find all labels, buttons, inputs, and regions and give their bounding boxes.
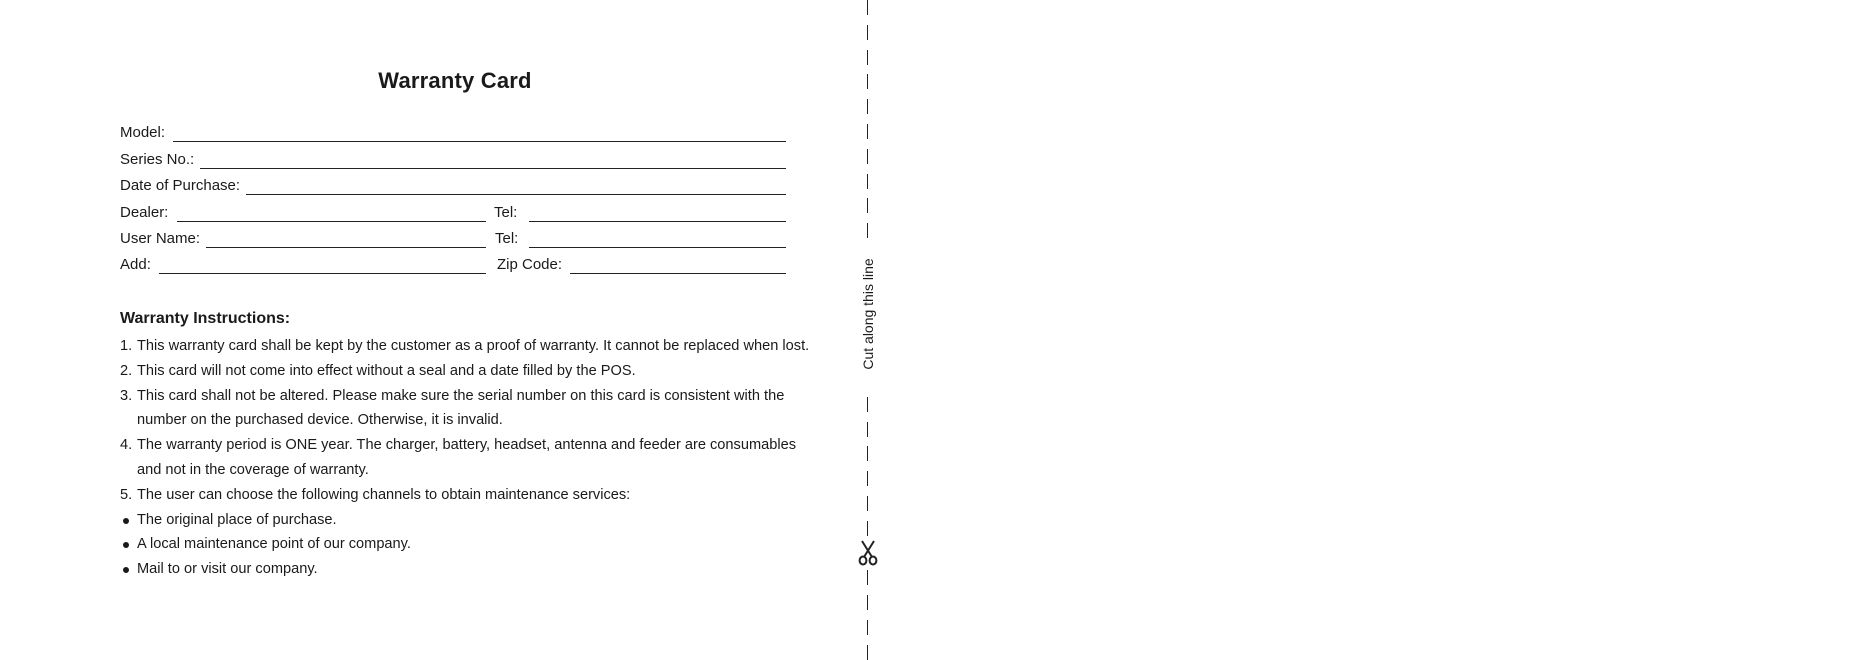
cut-line-dash bbox=[867, 25, 868, 40]
instruction-number: 1. bbox=[120, 338, 133, 354]
dealer-tel-label: Tel: bbox=[494, 204, 518, 221]
instruction-item bbox=[120, 483, 820, 508]
date-of-purchase-blank[interactable] bbox=[246, 194, 786, 195]
bullet-item bbox=[120, 508, 820, 533]
instruction-text: This warranty card shall be kept by the customer as a proof of warranty. It cannot be replaced when lost. bbox=[137, 338, 810, 354]
cut-line-dash bbox=[867, 620, 868, 635]
bullet-text: Mail to or visit our company. bbox=[137, 561, 318, 578]
bullet-item bbox=[120, 557, 820, 582]
cut-line-dash bbox=[867, 397, 868, 412]
cut-line-dash bbox=[867, 471, 868, 486]
instruction-text: This card shall not be altered. Please make sure the serial number on this card is consistent with the bbox=[137, 387, 785, 404]
user-tel-label: Tel: bbox=[495, 230, 519, 247]
instruction-item bbox=[120, 359, 820, 384]
cut-line-dash bbox=[867, 149, 868, 164]
dealer-tel-blank[interactable] bbox=[529, 221, 786, 222]
dealer-blank[interactable] bbox=[177, 221, 486, 222]
series-no-blank[interactable] bbox=[200, 168, 786, 169]
cut-line-dash bbox=[867, 74, 868, 89]
add-blank[interactable] bbox=[159, 273, 486, 274]
instruction-number: 4. bbox=[120, 437, 133, 454]
series-no-field bbox=[120, 151, 790, 171]
bullet-icon bbox=[123, 567, 129, 573]
user-name-label: User Name: bbox=[120, 230, 201, 247]
cut-line-label: Cut along this line bbox=[860, 258, 876, 370]
bullet-text: A local maintenance point of our company. bbox=[137, 536, 411, 553]
scissors-icon bbox=[858, 540, 878, 566]
cut-line-dash bbox=[867, 595, 868, 610]
cut-line-dash bbox=[867, 124, 868, 139]
cut-line-dash bbox=[867, 496, 868, 511]
address-field bbox=[120, 256, 790, 276]
model-label: Model: bbox=[120, 124, 166, 141]
instruction-item bbox=[120, 334, 820, 359]
dealer-field bbox=[120, 204, 790, 224]
cut-line-dash bbox=[867, 521, 868, 536]
model-field bbox=[120, 124, 790, 144]
user-name-field bbox=[120, 230, 790, 250]
instruction-item bbox=[120, 384, 820, 409]
warranty-card bbox=[0, 0, 860, 658]
cut-line-dash bbox=[867, 50, 868, 65]
user-tel-blank[interactable] bbox=[529, 247, 786, 248]
instruction-item bbox=[120, 433, 820, 458]
cut-line-dash bbox=[867, 422, 868, 437]
zip-code-label: Zip Code: bbox=[497, 256, 563, 273]
instruction-number: 2. bbox=[120, 362, 133, 379]
instruction-item-continued bbox=[120, 458, 820, 483]
zip-code-blank[interactable] bbox=[570, 273, 786, 274]
instruction-number: 5. bbox=[120, 486, 133, 503]
bullet-item bbox=[120, 532, 820, 557]
instruction-text: The user can choose the following channels to obtain maintenance services: bbox=[137, 486, 631, 503]
instructions-list bbox=[120, 334, 820, 582]
cut-line-dash bbox=[867, 198, 868, 213]
cut-line-dash bbox=[867, 570, 868, 585]
date-of-purchase-field bbox=[120, 177, 790, 197]
instructions-heading: Warranty Instructions: bbox=[120, 310, 291, 327]
cut-line-dash bbox=[867, 99, 868, 114]
series-no-label: Series No.: bbox=[120, 151, 195, 168]
bullet-icon bbox=[123, 542, 129, 548]
date-of-purchase-label: Date of Purchase: bbox=[120, 177, 241, 194]
bullet-text: The original place of purchase. bbox=[137, 511, 337, 528]
user-name-blank[interactable] bbox=[206, 247, 486, 248]
cut-line-dash bbox=[867, 223, 868, 238]
instruction-text: The warranty period is ONE year. The charger, battery, headset, antenna and feeder are consumables bbox=[137, 437, 796, 454]
dealer-label: Dealer: bbox=[120, 204, 169, 221]
add-label: Add: bbox=[120, 256, 151, 273]
instruction-text: and not in the coverage of warranty. bbox=[137, 461, 369, 478]
instruction-item-continued bbox=[120, 408, 820, 433]
cut-line-dash bbox=[867, 174, 868, 189]
instruction-number: 3. bbox=[120, 387, 133, 404]
card-title: Warranty Card bbox=[378, 68, 532, 93]
model-blank[interactable] bbox=[173, 141, 786, 142]
cut-line-dash bbox=[867, 0, 868, 15]
cut-line-dash bbox=[867, 446, 868, 461]
bullet-icon bbox=[123, 518, 129, 524]
instruction-text: This card will not come into effect without a seal and a date filled by the POS. bbox=[137, 362, 636, 379]
instruction-text: number on the purchased device. Otherwise, it is invalid. bbox=[137, 412, 503, 429]
